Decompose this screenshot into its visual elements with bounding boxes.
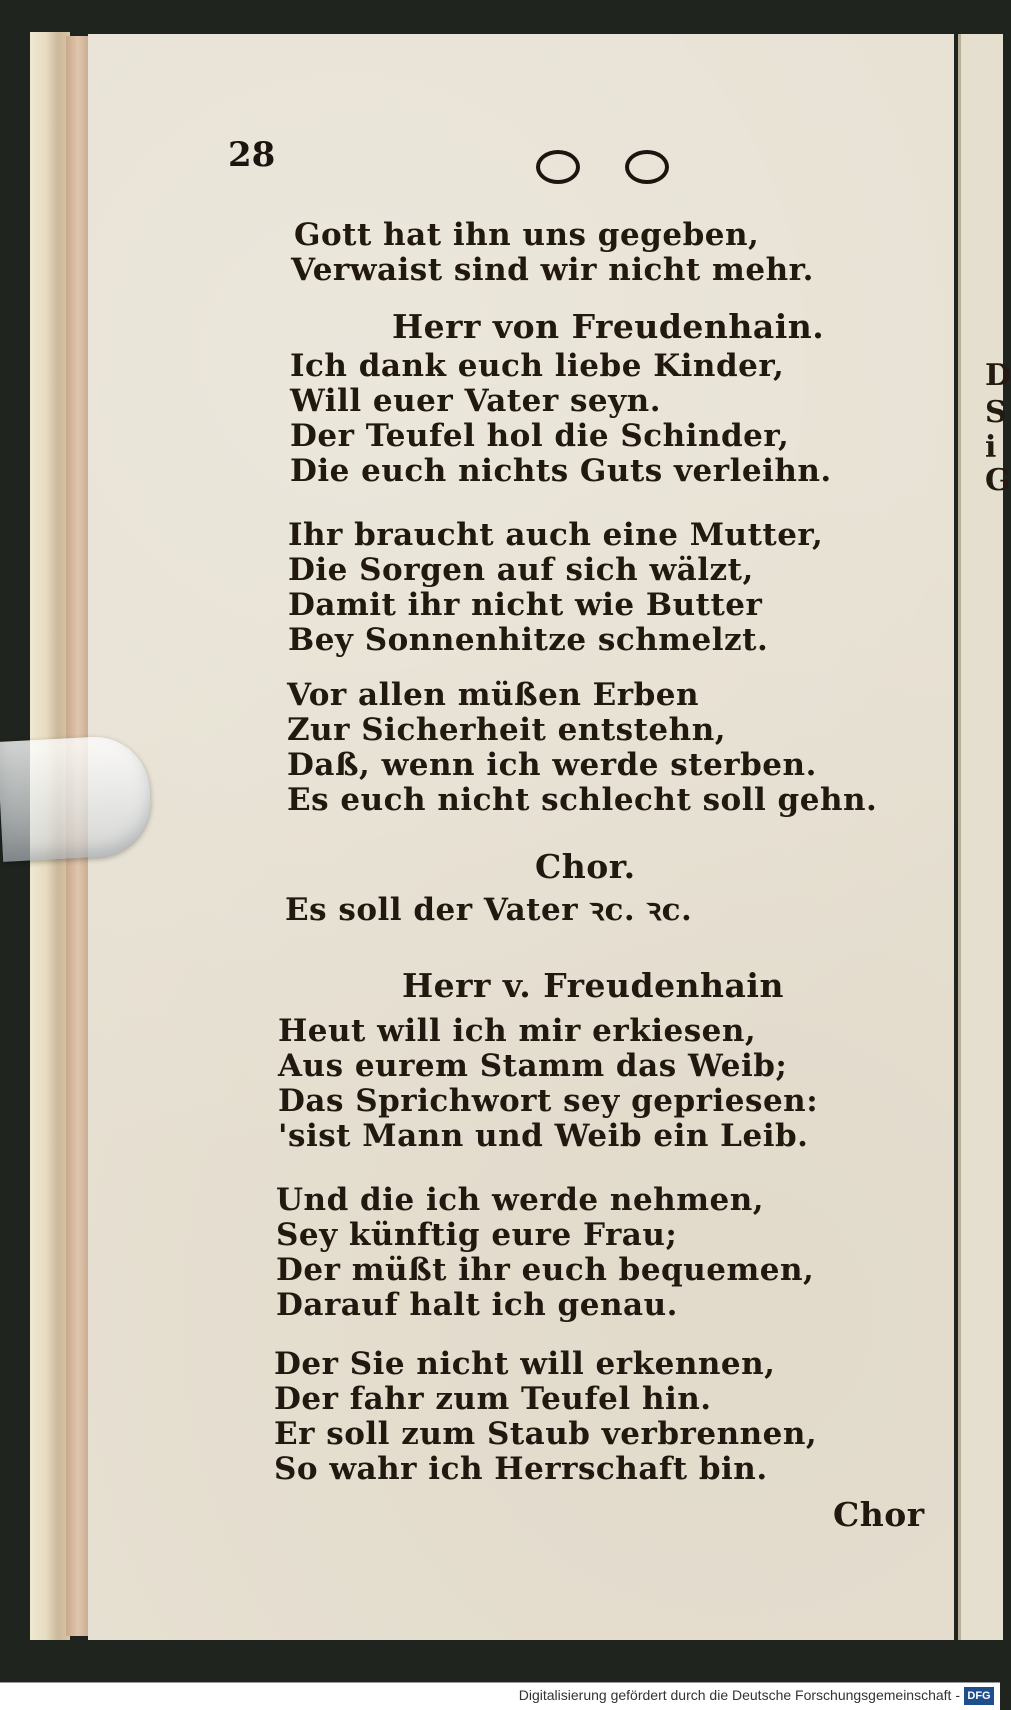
catchword: Chor	[833, 1495, 925, 1534]
facing-page-edge	[958, 34, 1003, 1640]
verse-line: Vor allen müßen Erben	[287, 677, 700, 713]
verse-line: Aus eurem Stamm das Weib;	[278, 1048, 788, 1084]
verse-line: Sey künftig eure Frau;	[276, 1217, 678, 1253]
verse-line: Damit ihr nicht wie Butter	[288, 587, 763, 623]
verse-line: Gott hat ihn uns gegeben,	[294, 217, 760, 253]
verse-line: Es euch nicht schlecht soll gehn.	[287, 782, 878, 818]
verse-line: Verwaist sind wir nicht mehr.	[291, 252, 814, 288]
digitization-footer	[0, 1682, 1000, 1710]
verse-line: 'sist Mann und Weib ein Leib.	[278, 1118, 809, 1154]
footer-credit: Digitalisierung gefördert durch die Deutsche Forschungsgemeinschaft -	[518, 1687, 960, 1703]
verse-line: Der fahr zum Teufel hin.	[274, 1381, 712, 1417]
verse-line: Will euer Vater seyn.	[290, 383, 661, 419]
verse-line: Der müßt ihr euch bequemen,	[276, 1252, 815, 1288]
ornament-ring-icon	[625, 150, 669, 184]
verse-line: Es soll der Vater ꝛc. ꝛc.	[285, 892, 693, 928]
speaker-heading: Herr von Freudenhain.	[392, 307, 825, 346]
glass-page-holder	[0, 734, 153, 862]
verse-line: Die Sorgen auf sich wälzt,	[288, 552, 754, 588]
verse-line: Er soll zum Staub verbrennen,	[274, 1416, 818, 1452]
verse-line: Das Sprichwort sey gepriesen:	[278, 1083, 819, 1119]
chorus-heading: Chor.	[535, 847, 636, 886]
verse-line: Der Teufel hol die Schinder,	[290, 418, 790, 454]
facing-page-fragment: i	[985, 430, 997, 465]
facing-page-fragment: D	[985, 358, 1011, 393]
page-number: 28	[228, 135, 276, 175]
ornament-ring-icon	[536, 150, 580, 184]
verse-line: Ich dank euch liebe Kinder,	[290, 348, 785, 384]
dfg-logo: DFG	[964, 1687, 994, 1705]
verse-line: Darauf halt ich genau.	[276, 1287, 678, 1323]
verse-line: Zur Sicherheit entstehn,	[287, 712, 727, 748]
verse-line: Und die ich werde nehmen,	[276, 1182, 765, 1218]
verse-line: Der Sie nicht will erkennen,	[274, 1346, 776, 1382]
verse-line: Daß, wenn ich werde sterben.	[287, 747, 817, 783]
verse-line: Bey Sonnenhitze schmelzt.	[288, 622, 769, 658]
verse-line: Heut will ich mir erkiesen,	[278, 1013, 757, 1049]
facing-page-fragment: G	[985, 463, 1011, 498]
verse-line: So wahr ich Herrschaft bin.	[274, 1451, 768, 1487]
facing-page-fragment: S	[985, 395, 1007, 430]
verse-line: Die euch nichts Guts verleihn.	[290, 453, 832, 489]
verse-line: Ihr braucht auch eine Mutter,	[288, 517, 824, 553]
speaker-heading: Herr v. Freudenhain	[402, 966, 784, 1005]
